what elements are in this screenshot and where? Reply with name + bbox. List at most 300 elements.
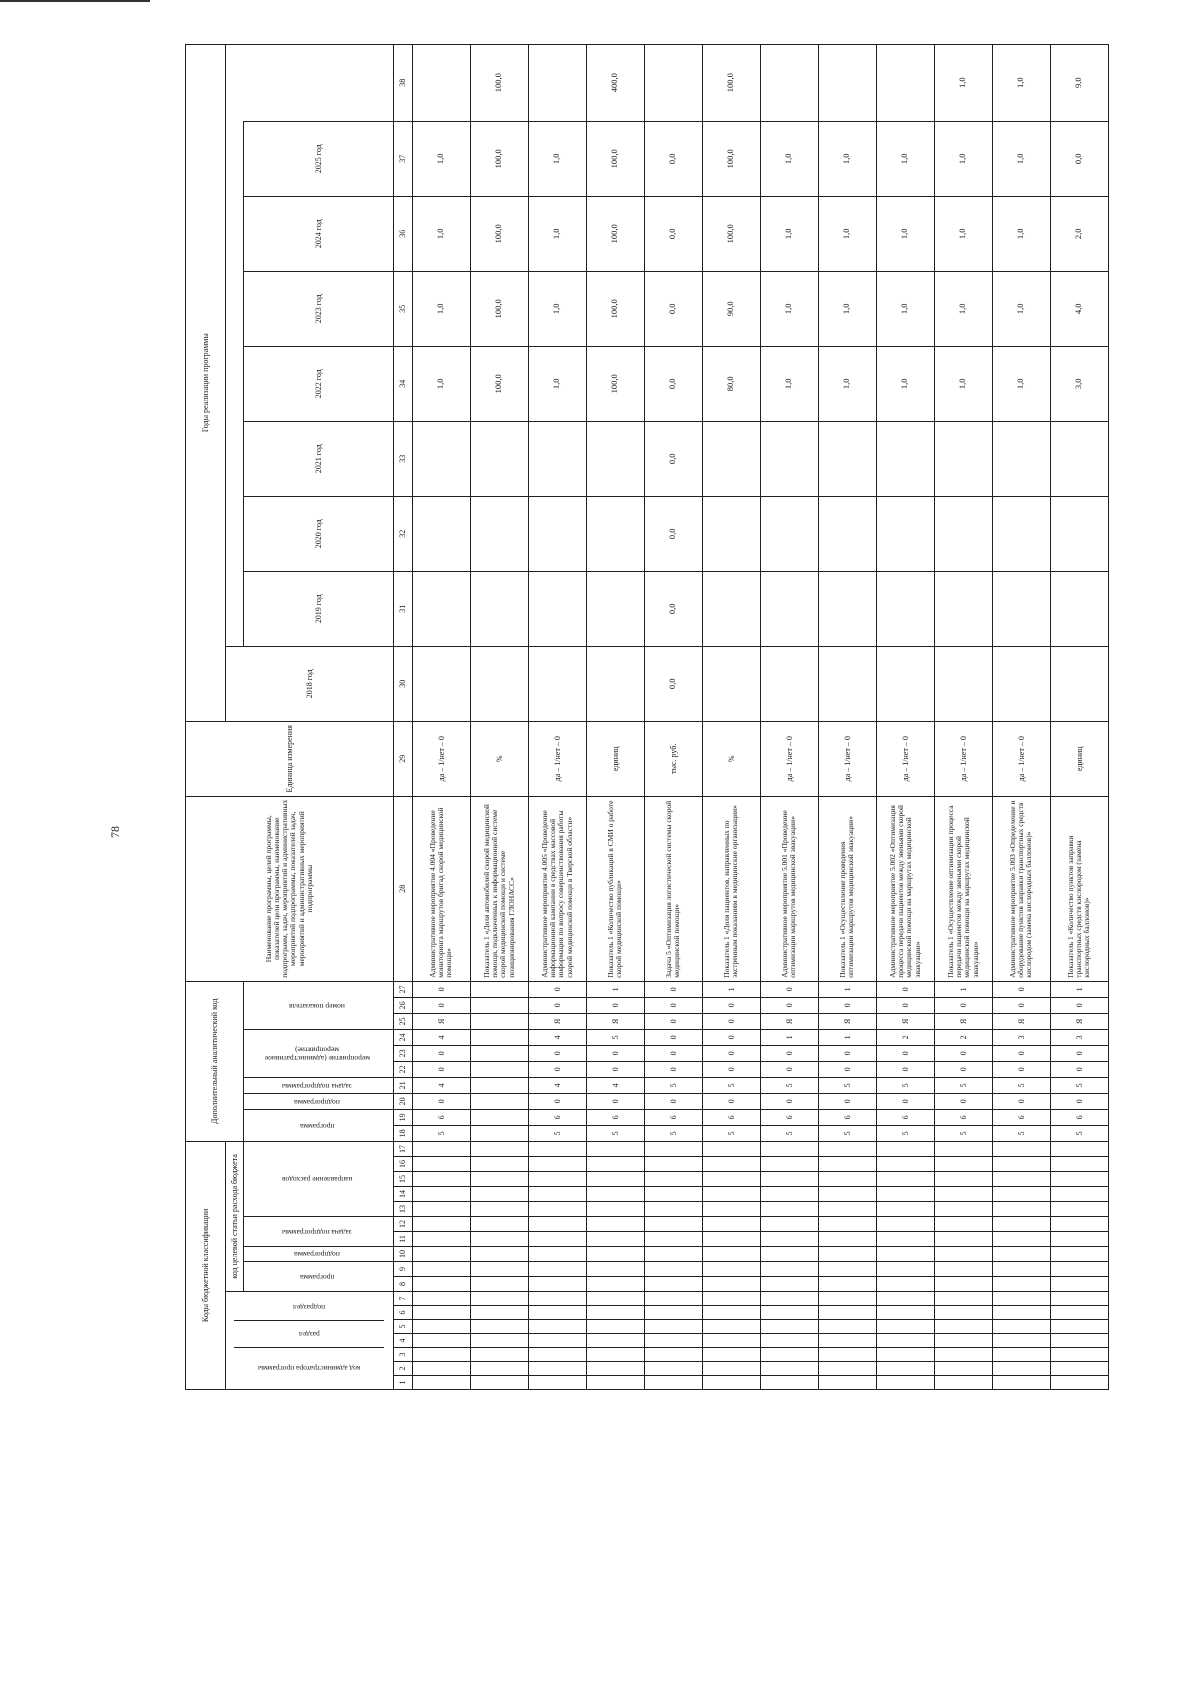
analytic-code-cell: 4 <box>528 1077 586 1093</box>
year-value <box>818 421 876 496</box>
table-row <box>412 44 470 1389</box>
year-value: 1,0 <box>760 196 818 271</box>
row-name: Показатель 1 «Количество пунктов заправки транспортных средств кислородом (замена кислородных баллонов)» <box>1050 796 1108 981</box>
budget-code-cell <box>412 1306 470 1320</box>
column-number: 4 <box>393 1334 412 1348</box>
year-value: 100,0 <box>586 271 644 346</box>
year-value <box>876 421 934 496</box>
analytic-code-cell <box>470 1013 528 1029</box>
budget-code-cell <box>760 1334 818 1348</box>
total-value: 100,0 <box>702 44 760 121</box>
budget-code-cell <box>876 1247 934 1262</box>
year-value: 100,0 <box>702 196 760 271</box>
analytic-code-cell: 0 <box>644 1029 702 1045</box>
column-number: 8 <box>393 1277 412 1292</box>
row-name: Показатель 1 «Доля автомобилей скорой медицинской помощи, подключенных к информационной системе скорой медицинской помощи и системе позиционирования ГЛОНАСС» <box>470 796 528 981</box>
row-unit: % <box>702 721 760 796</box>
budget-code-cell <box>644 1187 702 1202</box>
year-value: 100,0 <box>470 271 528 346</box>
year-value: 1,0 <box>528 271 586 346</box>
budget-code-cell <box>818 1334 876 1348</box>
budget-code-cell <box>876 1277 934 1292</box>
analytic-code-cell: 4 <box>412 1077 470 1093</box>
analytic-code-cell: Я <box>528 1013 586 1029</box>
header-year-2019: 2019 год <box>243 571 393 646</box>
row-name: Показатель 1 «Доля пациентов, направленных по экстренным показаниям в медицинские организации» <box>702 796 760 981</box>
year-value <box>1050 571 1108 646</box>
budget-code-cell <box>1050 1157 1108 1172</box>
budget-code-cell <box>412 1376 470 1390</box>
analytic-code-cell: 0 <box>528 981 586 997</box>
analytic-code-cell: 0 <box>528 1061 586 1077</box>
rotated-table-container <box>185 73 1092 1390</box>
column-number: 9 <box>393 1262 412 1277</box>
analytic-code-cell: Я <box>818 1013 876 1029</box>
year-value: 1,0 <box>992 121 1050 196</box>
year-value <box>412 421 470 496</box>
budget-code-cell <box>1050 1306 1108 1320</box>
analytic-code-cell: 0 <box>760 1061 818 1077</box>
row-name: Административное мероприятие 4.005 «Проведение информационной кампании в средствах массовой информации по вопросу совершенствования работы скорой медицинской помощи в Тверской области» <box>528 796 586 981</box>
budget-code-cell <box>470 1217 528 1232</box>
row-name: Показатель 1 «Осуществление оптимизации процесса передачи пациентов между звеньями скорой медицинской помощи на маршрутах медицинской эвакуации» <box>934 796 992 981</box>
year-value <box>818 646 876 721</box>
budget-code-cell <box>1050 1141 1108 1156</box>
analytic-code-cell: 6 <box>992 1109 1050 1125</box>
budget-code-cell <box>992 1362 1050 1376</box>
budget-code-cell <box>1050 1348 1108 1362</box>
analytic-code-cell: 1 <box>818 981 876 997</box>
analytic-code-cell: 0 <box>876 1045 934 1061</box>
year-value: 1,0 <box>760 121 818 196</box>
budget-code-cell <box>992 1320 1050 1334</box>
budget-code-cell <box>934 1348 992 1362</box>
budget-code-cell <box>818 1217 876 1232</box>
budget-code-cell <box>586 1362 644 1376</box>
year-value: 1,0 <box>992 346 1050 421</box>
budget-code-cell <box>528 1247 586 1262</box>
budget-code-cell <box>644 1306 702 1320</box>
analytic-code-cell: 0 <box>876 981 934 997</box>
year-value: 1,0 <box>760 346 818 421</box>
analytic-code-cell: 5 <box>992 1077 1050 1093</box>
budget-code-cell <box>1050 1262 1108 1277</box>
column-number: 23 <box>393 1045 412 1061</box>
budget-code-cell <box>412 1262 470 1277</box>
budget-code-cell <box>412 1141 470 1156</box>
budget-code-cell <box>934 1232 992 1247</box>
year-value <box>412 571 470 646</box>
program-indicators-table <box>185 44 1109 1390</box>
budget-code-cell <box>1050 1247 1108 1262</box>
row-name: Показатель 1 «Осуществление проведения оптимизации маршрутов медицинской эвакуации» <box>818 796 876 981</box>
table-row <box>528 44 586 1389</box>
budget-code-cell <box>1050 1172 1108 1187</box>
budget-code-cell <box>1050 1217 1108 1232</box>
column-number: 16 <box>393 1157 412 1172</box>
budget-code-cell <box>586 1232 644 1247</box>
budget-code-cell <box>528 1157 586 1172</box>
budget-code-cell <box>818 1362 876 1376</box>
year-value: 100,0 <box>470 196 528 271</box>
header-unit: Единица измерения <box>186 721 394 796</box>
analytic-code-cell: 0 <box>934 997 992 1013</box>
budget-code-cell <box>412 1320 470 1334</box>
analytic-code-cell: 0 <box>412 981 470 997</box>
year-value <box>934 646 992 721</box>
analytic-code-cell: 5 <box>760 1125 818 1141</box>
table-body <box>393 44 1108 1389</box>
table-row <box>470 44 528 1389</box>
budget-code-cell <box>992 1262 1050 1277</box>
header-x-goal: задача подпрограммы <box>282 1081 352 1091</box>
analytic-code-cell: 6 <box>702 1109 760 1125</box>
column-number: 11 <box>393 1232 412 1247</box>
table-row <box>1050 44 1108 1389</box>
budget-code-cell <box>586 1306 644 1320</box>
year-value <box>760 496 818 571</box>
budget-code-cell <box>702 1141 760 1156</box>
analytic-code-cell: 1 <box>702 981 760 997</box>
analytic-code-cell: 0 <box>586 1045 644 1061</box>
analytic-code-cell: Я <box>412 1013 470 1029</box>
year-value: 1,0 <box>412 346 470 421</box>
year-value: 0,0 <box>644 571 702 646</box>
budget-code-cell <box>528 1172 586 1187</box>
total-value <box>528 44 586 121</box>
header-budget-codes: Коды бюджетной классификации <box>186 1141 226 1389</box>
year-value: 0,0 <box>644 421 702 496</box>
budget-code-cell <box>586 1172 644 1187</box>
page-number: 78 <box>108 826 122 838</box>
analytic-code-cell: 0 <box>760 1045 818 1061</box>
analytic-code-cell: 0 <box>702 1093 760 1109</box>
budget-code-cell <box>412 1334 470 1348</box>
analytic-code-cell: 0 <box>528 1045 586 1061</box>
budget-code-cell <box>934 1277 992 1292</box>
column-number: 30 <box>393 646 412 721</box>
analytic-code-cell: 1 <box>586 981 644 997</box>
header-razdel: раздел <box>298 1330 320 1340</box>
header-admin-code: код администратора программы <box>258 1363 361 1373</box>
budget-code-cell <box>992 1187 1050 1202</box>
budget-code-cell <box>702 1247 760 1262</box>
header-podrazdel: подраздел <box>293 1303 326 1313</box>
budget-code-cell <box>702 1232 760 1247</box>
analytic-code-cell: 5 <box>644 1077 702 1093</box>
budget-code-cell <box>760 1157 818 1172</box>
analytic-code-cell: 1 <box>1050 981 1108 997</box>
budget-code-cell <box>818 1187 876 1202</box>
budget-code-cell <box>760 1277 818 1292</box>
year-value: 1,0 <box>528 196 586 271</box>
year-value: 1,0 <box>528 346 586 421</box>
budget-code-cell <box>528 1217 586 1232</box>
budget-code-cell <box>1050 1277 1108 1292</box>
year-value <box>528 421 586 496</box>
budget-code-cell <box>934 1157 992 1172</box>
budget-code-cell <box>470 1172 528 1187</box>
budget-code-cell <box>760 1187 818 1202</box>
column-number: 33 <box>393 421 412 496</box>
analytic-code-cell: 2 <box>876 1029 934 1045</box>
header-year-2018: 2018 год <box>225 646 393 721</box>
budget-code-cell <box>528 1232 586 1247</box>
analytic-code-cell: 0 <box>702 1045 760 1061</box>
row-unit: да – 1/нет – 0 <box>528 721 586 796</box>
column-number: 35 <box>393 271 412 346</box>
year-value: 1,0 <box>818 121 876 196</box>
year-value: 1,0 <box>876 121 934 196</box>
analytic-code-cell: 0 <box>644 1013 702 1029</box>
table-row <box>644 44 702 1389</box>
budget-code-cell <box>644 1141 702 1156</box>
year-value: 1,0 <box>876 346 934 421</box>
analytic-code-cell: 5 <box>412 1125 470 1141</box>
budget-code-cell <box>412 1187 470 1202</box>
analytic-code-cell: 0 <box>644 1093 702 1109</box>
budget-code-cell <box>1050 1334 1108 1348</box>
budget-code-cell <box>992 1277 1050 1292</box>
analytic-code-cell: 0 <box>412 1045 470 1061</box>
analytic-code-cell: 3 <box>1050 1029 1108 1045</box>
budget-code-cell <box>470 1247 528 1262</box>
budget-code-cell <box>702 1348 760 1362</box>
analytic-code-cell: 5 <box>876 1077 934 1093</box>
year-value: 1,0 <box>934 196 992 271</box>
budget-code-cell <box>760 1376 818 1390</box>
row-name: Административное мероприятие 5.003 «Определение и оборудование пунктов заправки транспортных средств кислородом (замена кислородных баллонов)» <box>992 796 1050 981</box>
year-value <box>1050 421 1108 496</box>
year-value <box>586 496 644 571</box>
year-value: 1,0 <box>934 121 992 196</box>
table-row <box>818 44 876 1389</box>
budget-code-cell <box>934 1217 992 1232</box>
total-value: 9,0 <box>1050 44 1108 121</box>
analytic-code-cell: 0 <box>644 981 702 997</box>
analytic-code-cell: 5 <box>586 1029 644 1045</box>
table-row <box>934 44 992 1389</box>
budget-code-cell <box>470 1292 528 1306</box>
budget-code-cell <box>818 1157 876 1172</box>
budget-code-cell <box>934 1202 992 1217</box>
header-left-codes <box>225 1292 393 1390</box>
analytic-code-cell: 6 <box>1050 1109 1108 1125</box>
year-value: 1,0 <box>412 196 470 271</box>
budget-code-cell <box>934 1306 992 1320</box>
year-value <box>934 571 992 646</box>
year-value: 1,0 <box>760 271 818 346</box>
analytic-code-cell: Я <box>992 1013 1050 1029</box>
row-unit: единиц <box>586 721 644 796</box>
year-value: 1,0 <box>934 271 992 346</box>
budget-code-cell <box>644 1334 702 1348</box>
year-value: 90,0 <box>702 271 760 346</box>
budget-code-cell <box>876 1262 934 1277</box>
analytic-code-cell: 0 <box>760 1093 818 1109</box>
budget-code-cell <box>876 1292 934 1306</box>
analytic-code-cell <box>470 1093 528 1109</box>
analytic-code-cell: 4 <box>586 1077 644 1093</box>
analytic-code-cell: 5 <box>934 1125 992 1141</box>
analytic-code-cell: 5 <box>1050 1125 1108 1141</box>
column-number: 36 <box>393 196 412 271</box>
budget-code-cell <box>934 1187 992 1202</box>
budget-code-cell <box>586 1141 644 1156</box>
analytic-code-cell: 1 <box>760 1029 818 1045</box>
analytic-code-cell: 0 <box>818 1093 876 1109</box>
table-row <box>586 44 644 1389</box>
year-value <box>1050 646 1108 721</box>
column-number: 25 <box>393 1013 412 1029</box>
analytic-code-cell: 5 <box>528 1125 586 1141</box>
column-number: 17 <box>393 1141 412 1156</box>
year-value: 1,0 <box>818 271 876 346</box>
table-row <box>760 44 818 1389</box>
budget-code-cell <box>528 1202 586 1217</box>
analytic-code-cell: 0 <box>644 1061 702 1077</box>
year-value: 100,0 <box>470 346 528 421</box>
budget-code-cell <box>1050 1232 1108 1247</box>
budget-code-cell <box>586 1157 644 1172</box>
budget-code-cell <box>818 1232 876 1247</box>
budget-code-cell <box>1050 1292 1108 1306</box>
analytic-code-cell: 0 <box>412 1093 470 1109</box>
year-value: 1,0 <box>992 271 1050 346</box>
budget-code-cell <box>644 1232 702 1247</box>
column-number: 7 <box>393 1292 412 1306</box>
header-x-subprogram: подпрограмма <box>294 1097 341 1107</box>
analytic-code-cell: 5 <box>702 1077 760 1093</box>
budget-code-cell <box>760 1320 818 1334</box>
budget-code-cell <box>470 1362 528 1376</box>
year-value: 0,0 <box>644 271 702 346</box>
column-number: 28 <box>393 796 412 981</box>
analytic-code-cell <box>470 1109 528 1125</box>
year-value <box>992 496 1050 571</box>
analytic-code-cell: 0 <box>586 1061 644 1077</box>
column-number: 22 <box>393 1061 412 1077</box>
year-value: 0,0 <box>644 346 702 421</box>
row-unit: да – 1/нет – 0 <box>992 721 1050 796</box>
year-value <box>470 496 528 571</box>
year-value <box>528 571 586 646</box>
budget-code-cell <box>992 1157 1050 1172</box>
budget-code-cell <box>528 1362 586 1376</box>
year-value: 1,0 <box>876 196 934 271</box>
budget-code-cell <box>760 1141 818 1156</box>
analytic-code-cell: 4 <box>412 1029 470 1045</box>
analytic-code-cell: 6 <box>818 1109 876 1125</box>
column-number: 20 <box>393 1093 412 1109</box>
column-number: 19 <box>393 1109 412 1125</box>
budget-code-cell <box>702 1187 760 1202</box>
column-number: 6 <box>393 1306 412 1320</box>
year-value: 100,0 <box>586 196 644 271</box>
table-row <box>702 44 760 1389</box>
column-number: 5 <box>393 1320 412 1334</box>
column-number: 10 <box>393 1247 412 1262</box>
header-year-2025: 2025 год <box>243 121 393 196</box>
budget-code-cell <box>412 1172 470 1187</box>
budget-code-cell <box>876 1187 934 1202</box>
analytic-code-cell: 0 <box>818 1061 876 1077</box>
year-value: 80,0 <box>702 346 760 421</box>
budget-code-cell <box>528 1141 586 1156</box>
year-value: 0,0 <box>644 121 702 196</box>
budget-code-cell <box>412 1348 470 1362</box>
total-value <box>876 44 934 121</box>
year-value <box>1050 496 1108 571</box>
year-value: 0,0 <box>644 196 702 271</box>
year-value <box>586 421 644 496</box>
analytic-code-cell <box>470 1045 528 1061</box>
budget-code-cell <box>470 1376 528 1390</box>
budget-code-cell <box>644 1172 702 1187</box>
header-subprogram: подпрограмма <box>294 1250 341 1260</box>
column-number: 18 <box>393 1125 412 1141</box>
budget-code-cell <box>934 1334 992 1348</box>
analytic-code-cell: 6 <box>760 1109 818 1125</box>
header-name: Наименование программы, целей программы, показателей цели программы, наименование подпрограмм, задач, мероприятий и административных мероприятий подпрограммы, показателей задач, мероприятий и административных мероприятий подпрограммы <box>186 796 394 981</box>
analytic-code-cell: 0 <box>934 1093 992 1109</box>
budget-code-cell <box>934 1141 992 1156</box>
analytic-code-cell: Я <box>760 1013 818 1029</box>
budget-code-cell <box>760 1262 818 1277</box>
budget-code-cell <box>702 1157 760 1172</box>
header-year-2020: 2020 год <box>243 496 393 571</box>
year-value: 100,0 <box>702 121 760 196</box>
budget-code-cell <box>528 1376 586 1390</box>
year-value <box>876 646 934 721</box>
row-unit: тыс. руб. <box>644 721 702 796</box>
budget-code-cell <box>760 1348 818 1362</box>
analytic-code-cell: 6 <box>528 1109 586 1125</box>
budget-code-cell <box>702 1362 760 1376</box>
year-value <box>586 571 644 646</box>
budget-code-cell <box>644 1157 702 1172</box>
analytic-code-cell: 0 <box>644 997 702 1013</box>
budget-code-cell <box>528 1187 586 1202</box>
budget-code-cell <box>528 1277 586 1292</box>
budget-code-cell <box>760 1247 818 1262</box>
row-unit: да – 1/нет – 0 <box>876 721 934 796</box>
budget-code-cell <box>992 1232 1050 1247</box>
budget-code-cell <box>644 1320 702 1334</box>
analytic-code-cell: Я <box>934 1013 992 1029</box>
year-value <box>412 496 470 571</box>
analytic-code-cell: 5 <box>992 1125 1050 1141</box>
year-value <box>934 496 992 571</box>
year-value: 1,0 <box>412 271 470 346</box>
budget-code-cell <box>586 1348 644 1362</box>
total-value <box>644 44 702 121</box>
header-year-2021: 2021 год <box>243 421 393 496</box>
analytic-code-cell <box>470 1077 528 1093</box>
analytic-code-cell: 5 <box>934 1077 992 1093</box>
total-value <box>412 44 470 121</box>
budget-code-cell <box>992 1202 1050 1217</box>
budget-code-cell <box>934 1292 992 1306</box>
row-unit: да – 1/нет – 0 <box>934 721 992 796</box>
analytic-code-cell: 6 <box>586 1109 644 1125</box>
year-value: 0,0 <box>1050 121 1108 196</box>
analytic-code-cell: 0 <box>992 997 1050 1013</box>
analytic-code-cell: 0 <box>992 981 1050 997</box>
budget-code-cell <box>412 1362 470 1376</box>
budget-code-cell <box>818 1320 876 1334</box>
year-value <box>760 421 818 496</box>
